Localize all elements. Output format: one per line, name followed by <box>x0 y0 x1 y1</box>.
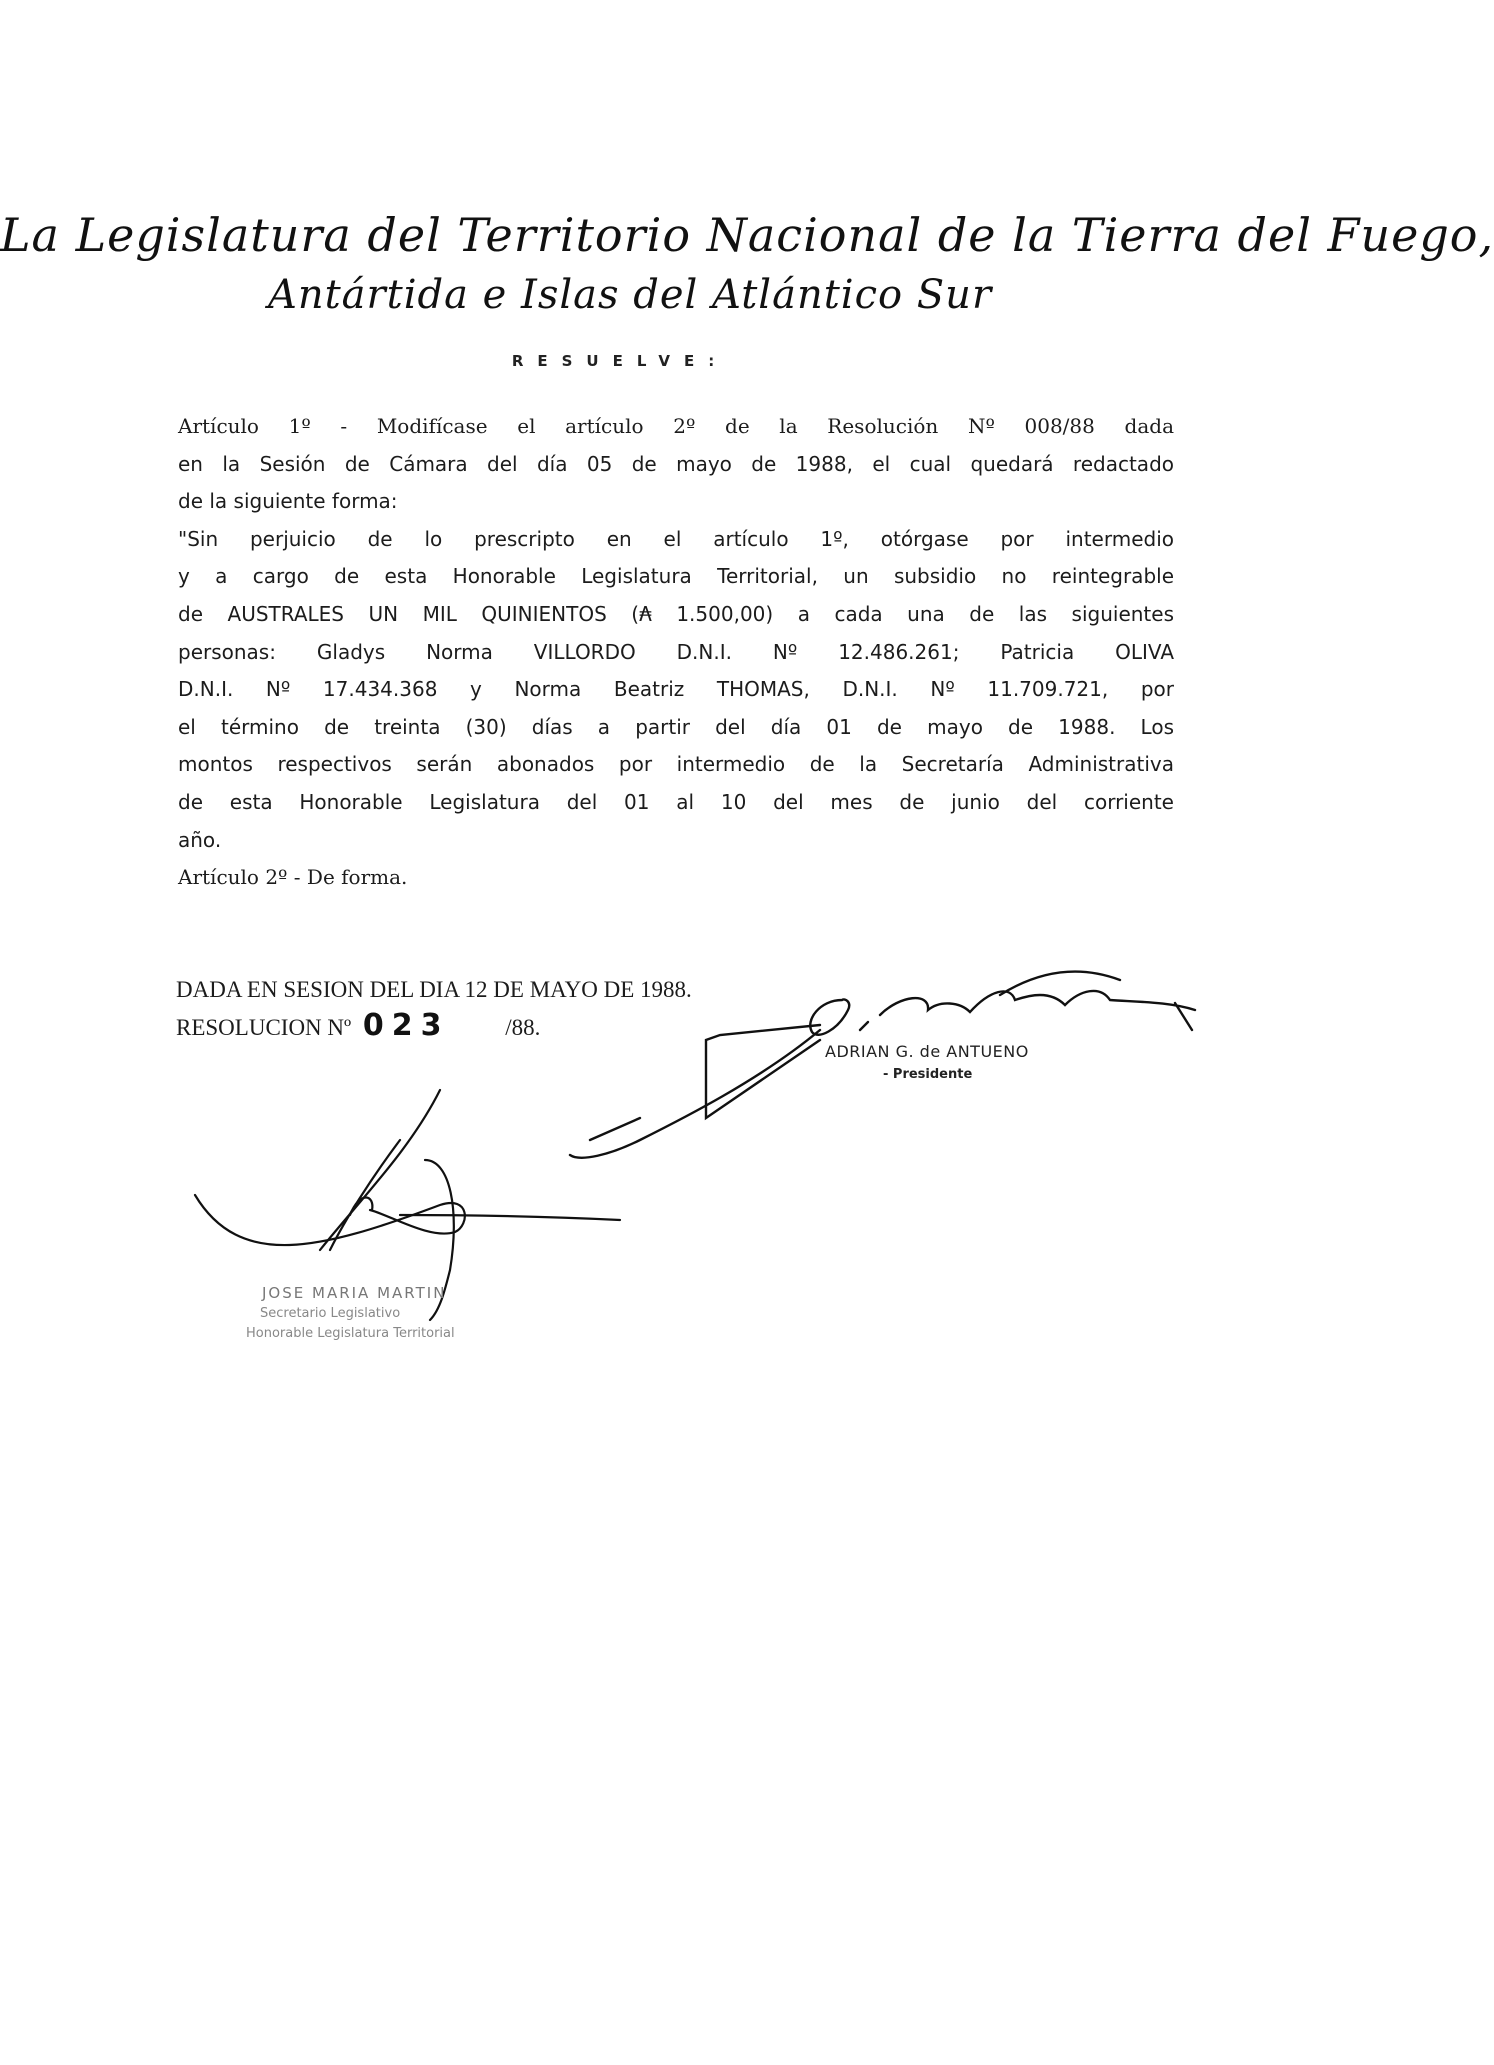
body-line: de esta Honorable Legislatura del 01 al 10 del mes de junio del corriente <box>178 789 1174 814</box>
president-name: ADRIAN G. de ANTUENO <box>825 1042 1029 1061</box>
header-title-line-2: Antártida e Islas del Atlántico Sur <box>267 272 993 318</box>
president-signature <box>570 972 1195 1158</box>
resuelve-heading: RESUELVE: <box>511 352 729 370</box>
secretary-role: Secretario Legislativo <box>260 1306 401 1321</box>
session-date: DADA EN SESION DEL DIA 12 DE MAYO DE 1988. <box>176 977 692 1002</box>
body-line: año. <box>178 827 222 852</box>
body-line: Artículo 1º - Modifícase el artículo 2º de la Resolución Nº 008/88 dada <box>178 414 1174 438</box>
header-title-line-1: La Legislatura del Territorio Nacional de la Tierra del Fuego, <box>0 208 1494 262</box>
body-line: y a cargo de esta Honorable Legislatura Territorial, un subsidio no reintegrable <box>178 564 1174 589</box>
secretary-organization: Honorable Legislatura Territorial <box>246 1326 455 1341</box>
body-line: "Sin perjuicio de lo prescripto en el artículo 1º, otórgase por intermedio <box>178 526 1174 551</box>
resolution-suffix: /88. <box>505 1015 541 1040</box>
body-line: D.N.I. Nº 17.434.368 y Norma Beatriz THOMAS, D.N.I. Nº 11.709.721, por <box>178 677 1174 702</box>
body-line: el término de treinta (30) días a partir del día 01 de mayo de 1988. Los <box>178 714 1174 739</box>
body-line: en la Sesión de Cámara del día 05 de mayo de 1988, el cual quedará redactado <box>178 451 1174 476</box>
secretary-name: JOSE MARIA MARTIN <box>262 1284 447 1302</box>
resolution-label: RESOLUCION Nº <box>176 1015 352 1040</box>
body-line: montos respectivos serán abonados por intermedio de la Secretaría Administrativa <box>178 752 1174 777</box>
resolution-number: 023 <box>362 1008 450 1043</box>
body-line: de la siguiente forma: <box>178 489 398 514</box>
body-line: Artículo 2º - De forma. <box>178 865 408 890</box>
president-role: - Presidente <box>883 1067 973 1082</box>
body-line: de AUSTRALES UN MIL QUINIENTOS (₳ 1.500,00) a cada una de las siguientes <box>178 601 1174 626</box>
body-line: personas: Gladys Norma VILLORDO D.N.I. Nº 12.486.261; Patricia OLIVA <box>178 639 1174 664</box>
